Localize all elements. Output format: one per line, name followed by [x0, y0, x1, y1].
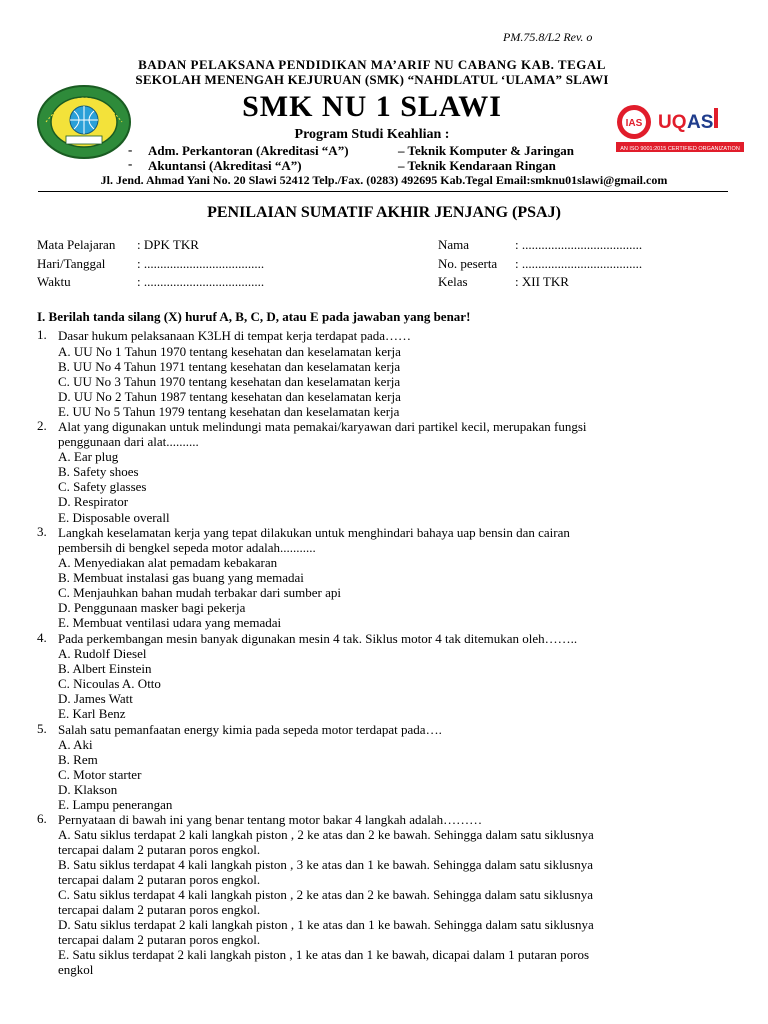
peserta-label: No. peserta	[438, 256, 498, 271]
question-number: 1.	[37, 327, 47, 342]
nama-value: : .....................................	[515, 237, 643, 252]
svg-text:IAS: IAS	[625, 118, 643, 129]
hari-label: Hari/Tanggal	[37, 256, 106, 271]
question-number: 2.	[37, 418, 47, 433]
kelas-label: Kelas	[438, 274, 468, 289]
option: tercapai dalam 2 putaran poros engkol.	[58, 902, 261, 917]
program-label: Program Studi Keahlian :	[294, 127, 450, 142]
option: A. Aki	[58, 737, 93, 752]
program-1-right: – Teknik Komputer & Jaringan	[398, 143, 575, 158]
option: B. Membuat instalasi gas buang yang memadai	[58, 570, 304, 585]
kelas-value: : XII TKR	[515, 274, 569, 289]
option: D. UU No 2 Tahun 1987 tentang kesehatan dan keselamatan kerja	[58, 389, 401, 404]
program-bullet: -	[128, 142, 133, 157]
header-line-2: SEKOLAH MENENGAH KEJURUAN (SMK) “NAHDLATUL ‘ULAMA” SLAWI	[135, 72, 609, 87]
option: C. UU No 3 Tahun 1970 tentang kesehatan dan keselamatan kerja	[58, 374, 401, 389]
svg-text:AN ISO 9001:2015 CERTIFIED ORG: AN ISO 9001:2015 CERTIFIED ORGANIZATION	[620, 146, 740, 152]
school-name: SMK NU 1 SLAWI	[242, 90, 502, 123]
option: D. Respirator	[58, 494, 129, 509]
option: E. UU No 5 Tahun 1979 tentang kesehatan dan keselamatan kerja	[58, 404, 400, 419]
option: A. UU No 1 Tahun 1970 tentang kesehatan dan keselamatan kerja	[58, 344, 401, 359]
option: E. Karl Benz	[58, 706, 126, 721]
svg-text:UQ: UQ	[658, 112, 687, 133]
option: B. Rem	[58, 752, 98, 767]
option: engkol	[58, 962, 94, 977]
option: D. Penggunaan masker bagi pekerja	[58, 600, 246, 615]
hari-value: : .....................................	[137, 256, 265, 271]
option: C. Satu siklus terdapat 4 kali langkah piston , 2 ke atas dan 2 ke bawah. Sehingga dalam satu siklusnya	[58, 887, 594, 902]
svg-text:AS: AS	[687, 112, 714, 133]
program-2-left: Akuntansi (Akreditasi “A”)	[148, 158, 302, 173]
instruction: I. Berilah tanda silang (X) huruf A, B, C, D, atau E pada jawaban yang benar!	[37, 309, 471, 324]
option: C. Menjauhkan bahan mudah terbakar dari sumber api	[58, 585, 342, 600]
header-divider	[38, 191, 728, 192]
school-address: Jl. Jend. Ahmad Yani No. 20 Slawi 52412 Telp./Fax. (0283) 492695 Kab.Tegal Email:smknu01slawi@gmail.com	[100, 173, 668, 187]
question-text: Langkah keselamatan kerja yang tepat dilakukan untuk menghindari bahaya uap bensin dan cairan	[58, 525, 570, 540]
option: E. Membuat ventilasi udara yang memadai	[58, 615, 282, 630]
option: B. UU No 4 Tahun 1971 tentang kesehatan dan keselamatan kerja	[58, 359, 401, 374]
program-1-left: Adm. Perkantoran (Akreditasi “A”)	[148, 143, 349, 158]
question-text: Pada perkembangan mesin banyak digunakan mesin 4 tak. Siklus motor 4 tak ditemukan oleh……..	[58, 631, 578, 646]
question-number: 3.	[37, 524, 47, 539]
option: A. Menyediakan alat pemadam kebakaran	[58, 555, 278, 570]
option: E. Lampu penerangan	[58, 797, 173, 812]
option: C. Safety glasses	[58, 479, 147, 494]
waktu-label: Waktu	[37, 274, 71, 289]
question-text: penggunaan dari alat..........	[58, 434, 199, 449]
question-number: 4.	[37, 630, 47, 645]
option: D. Klakson	[58, 782, 118, 797]
nama-label: Nama	[438, 237, 470, 252]
option: C. Motor starter	[58, 767, 142, 782]
question-number: 5.	[37, 721, 47, 736]
option: tercapai dalam 2 putaran poros engkol.	[58, 872, 261, 887]
program-2-right: – Teknik Kendaraan Ringan	[398, 158, 556, 173]
mapel-label: Mata Pelajaran	[37, 237, 116, 252]
option: B. Albert Einstein	[58, 661, 152, 676]
option: D. James Watt	[58, 691, 133, 706]
waktu-value: : .....................................	[137, 274, 265, 289]
question-text: Pernyataan di bawah ini yang benar tentang motor bakar 4 langkah adalah………	[58, 812, 483, 827]
question-text: Salah satu pemanfaatan energy kimia pada sepeda motor terdapat pada….	[58, 722, 442, 737]
option: E. Satu siklus terdapat 2 kali langkah piston , 1 ke atas dan 1 ke bawah, dicapai dalam 1 putaran poros	[58, 947, 590, 962]
question-text: Dasar hukum pelaksanaan K3LH di tempat kerja terdapat pada……	[58, 328, 412, 343]
option: A. Rudolf Diesel	[58, 646, 147, 661]
header-line-1: BADAN PELAKSANA PENDIDIKAN MA’ARIF NU CABANG KAB. TEGAL	[138, 57, 606, 72]
option: A. Satu siklus terdapat 2 kali langkah piston , 2 ke atas dan 2 ke bawah. Sehingga dalam satu siklusnya	[58, 827, 594, 842]
peserta-value: : .....................................	[515, 256, 643, 271]
option: tercapai dalam 2 putaran poros engkol.	[58, 932, 261, 947]
question-number: 6.	[37, 811, 47, 826]
option: E. Disposable overall	[58, 510, 170, 525]
option: C. Nicoulas A. Otto	[58, 676, 161, 691]
question-text: pembersih di bengkel sepeda motor adalah...........	[58, 540, 316, 555]
option: B. Safety shoes	[58, 464, 139, 479]
option: tercapai dalam 2 putaran poros engkol.	[58, 842, 261, 857]
exam-title: PENILAIAN SUMATIF AKHIR JENJANG (PSAJ)	[207, 204, 561, 221]
question-text: Alat yang digunakan untuk melindungi mata pemakai/karyawan dari partikel kecil, merupakan fungsi	[58, 419, 587, 434]
option: D. Satu siklus terdapat 2 kali langkah piston , 1 ke atas dan 1 ke bawah. Sehingga dalam satu siklusnya	[58, 917, 594, 932]
option: A. Ear plug	[58, 449, 119, 464]
program-bullet: -	[128, 156, 133, 171]
option: B. Satu siklus terdapat 4 kali langkah piston , 3 ke atas dan 1 ke bawah. Sehingga dalam satu siklusnya	[58, 857, 594, 872]
mapel-value: : DPK TKR	[137, 237, 199, 252]
document-reference: PM.75.8/L2 Rev. o	[503, 30, 593, 44]
